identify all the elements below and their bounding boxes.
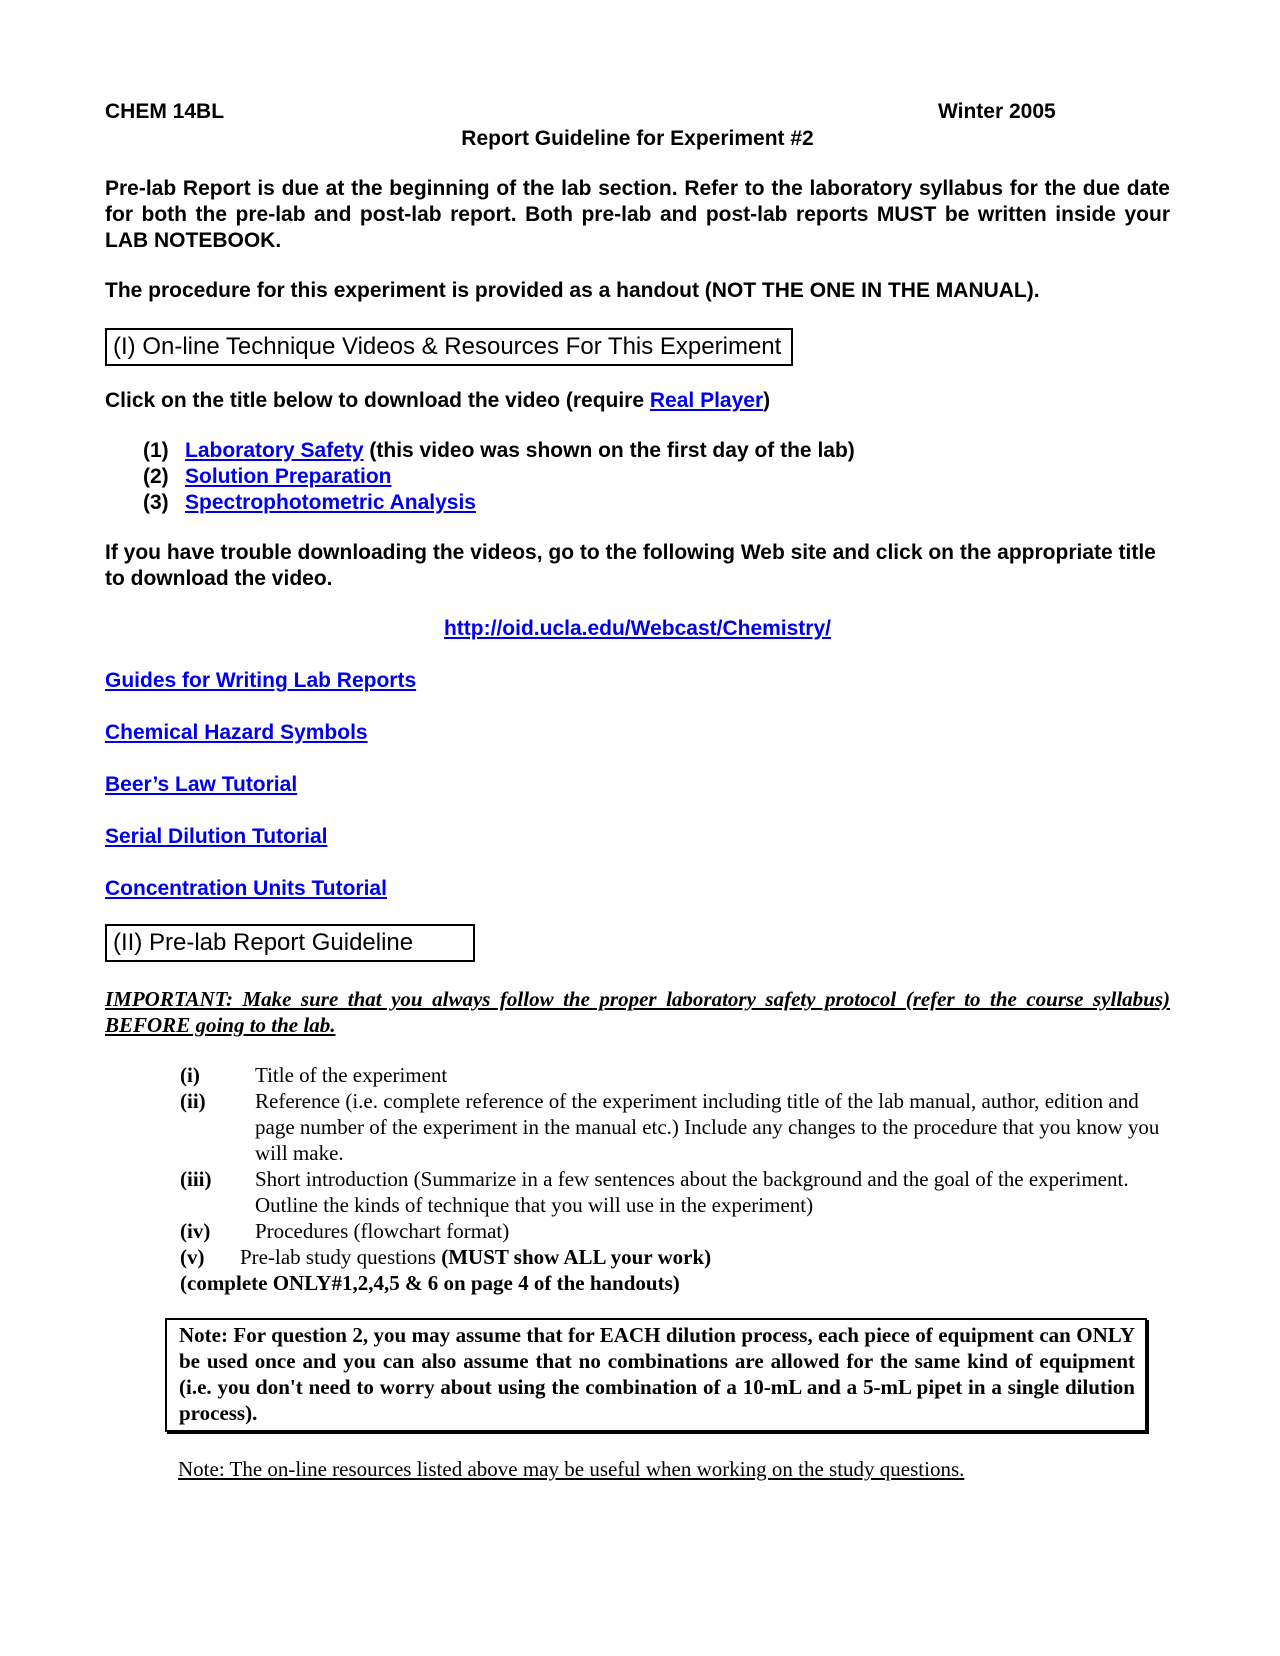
list-number: (3) <box>143 491 169 514</box>
item-text-plain: Pre-lab study questions <box>240 1245 442 1269</box>
item-text: Reference (i.e. complete reference of the experiment including title of the lab manual, author, edition and page number of the experiment in the manual etc.) Include any changes to the procedure that you know you will make. <box>255 1089 1160 1165</box>
resource-link-hazard-symbols[interactable]: Chemical Hazard Symbols <box>105 721 368 744</box>
video-link-solution-preparation[interactable]: Solution Preparation <box>185 465 392 488</box>
item-text: Title of the experiment <box>255 1063 448 1087</box>
real-player-link[interactable]: Real Player <box>649 389 764 412</box>
list-item <box>180 1166 1170 1218</box>
list-item <box>143 438 1170 464</box>
resource-line <box>105 824 1170 850</box>
list-item <box>180 1062 1170 1088</box>
resource-line <box>105 772 1170 798</box>
webcast-url-line <box>105 616 1170 642</box>
resource-line <box>105 876 1170 902</box>
resource-link-concentration-units[interactable]: Concentration Units Tutorial <box>105 877 387 900</box>
video-note: (this video was shown on the first day of the lab) <box>363 439 855 462</box>
resources-note: Note: The on-line resources listed above may be useful when working on the study questions. <box>178 1457 965 1481</box>
item-number: (i) <box>180 1063 200 1087</box>
section-heading-resources: (I) On-line Technique Videos & Resources For This Experiment <box>105 328 793 366</box>
document-header <box>105 100 1170 126</box>
term: Winter 2005 <box>938 100 1056 123</box>
page-title: Report Guideline for Experiment #2 <box>461 127 814 150</box>
item-text-bold: (MUST show ALL your work) <box>441 1245 712 1269</box>
course-code: CHEM 14BL <box>105 100 225 123</box>
list-item <box>143 490 1170 516</box>
intro-paragraph: Pre-lab Report is due at the beginning of the lab section. Refer to the laboratory syllabus for the due date for both the pre-lab and post-lab report. Both pre-lab and post-lab reports MUST be written inside your LAB NOTEBOOK. <box>105 177 1170 252</box>
list-number: (2) <box>143 465 169 488</box>
resource-link-beers-law[interactable]: Beer’s Law Tutorial <box>105 773 298 796</box>
video-link-laboratory-safety[interactable]: Laboratory Safety <box>185 439 364 462</box>
video-instructions <box>105 388 1170 414</box>
important-notice: IMPORTANT: Make sure that you always follow the proper laboratory safety protocol (refer to the course syllabus) BEFORE going to the lab. <box>105 987 1170 1037</box>
video-instructions-suffix: ) <box>763 389 771 412</box>
list-number: (1) <box>143 439 169 462</box>
list-item <box>143 464 1170 490</box>
item-text <box>240 1244 1170 1270</box>
item-text: Procedures (flowchart format) <box>255 1219 510 1243</box>
item-number: (ii) <box>180 1089 206 1113</box>
complete-instructions: (complete ONLY#1,2,4,5 & 6 on page 4 of the handouts) <box>180 1271 680 1295</box>
resource-line <box>105 720 1170 746</box>
document-page <box>105 100 1170 1482</box>
resource-link-guides[interactable]: Guides for Writing Lab Reports <box>105 669 417 692</box>
procedure-paragraph: The procedure for this experiment is provided as a handout (NOT THE ONE IN THE MANUAL). <box>105 279 1040 302</box>
video-list <box>105 438 1170 516</box>
video-instructions-prefix: Click on the title below to download the video (require <box>105 389 650 412</box>
list-item <box>180 1218 1170 1244</box>
item-number: (iv) <box>180 1219 211 1243</box>
resource-line <box>105 668 1170 694</box>
webcast-url-link[interactable]: http://oid.ucla.edu/Webcast/Chemistry/ <box>443 617 831 640</box>
item-number: (iii) <box>180 1167 212 1191</box>
prelab-item-list <box>180 1062 1170 1296</box>
video-link-spectrophotometric-analysis[interactable]: Spectrophotometric Analysis <box>185 491 476 514</box>
item-number: (v) <box>180 1245 205 1269</box>
trouble-paragraph: If you have trouble downloading the videos, go to the following Web site and click on the appropriate title to download the video. <box>105 541 1156 590</box>
question-note-box: Note: For question 2, you may assume that for EACH dilution process, each piece of equipment can ONLY be used once and you can also assume that no combinations are allowed for the same kind of equipment (i.e. you don't need to worry about using the combination of a 10-mL and a 5-mL pipet in a single dilution process). <box>165 1318 1147 1432</box>
list-item <box>180 1088 1170 1166</box>
list-item <box>180 1244 1170 1270</box>
section-heading-prelab: (II) Pre-lab Report Guideline <box>105 924 475 962</box>
item-text: Short introduction (Summarize in a few sentences about the background and the goal of the experiment. Outline the kinds of technique that you will use in the experiment) <box>255 1167 1129 1217</box>
resource-link-serial-dilution[interactable]: Serial Dilution Tutorial <box>105 825 328 848</box>
